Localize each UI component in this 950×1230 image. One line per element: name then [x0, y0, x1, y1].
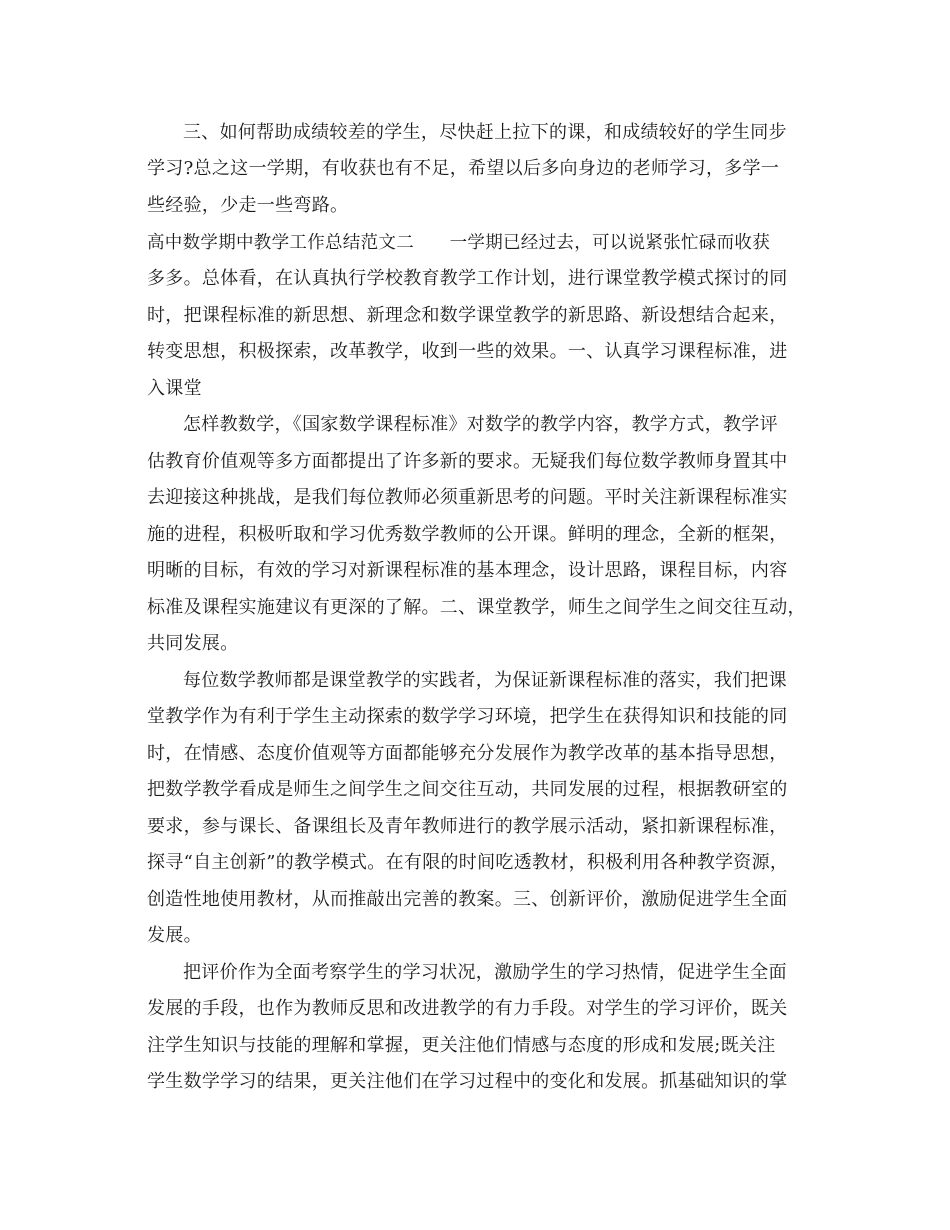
text-line-8: 入课堂 — [147, 378, 202, 399]
text-line-4: 高中数学期中教学工作总结范文二 一学期已经过去，可以说紧张忙碌而收获 — [147, 233, 770, 253]
text-line-7: 转变思想，积极探索，改革教学，收到一些的效果。一、认真学习课程标准，进 — [147, 341, 788, 362]
text-line-17: 堂教学作为有利于学生主动探索的数学学习环境，把学生在获得知识和技能的同 — [147, 706, 788, 727]
text-line-26: 注学生知识与技能的理解和掌握，更关注他们情感与态度的形成和发展;既关注 — [147, 1035, 776, 1056]
text-line-11: 去迎接这种挑战，是我们每位教师必须重新思考的问题。平时关注新课程标准实 — [147, 487, 788, 508]
text-line-20: 要求，参与课长、备课组长及青年教师进行的教学展示活动，紧扣新课程标准， — [147, 816, 788, 837]
text-line-2: 学习?总之这一学期，有收获也有不足，希望以后多向身边的老师学习，多学一 — [147, 158, 780, 179]
text-line-25: 发展的手段，也作为教师反思和改进教学的有力手段。对学生的学习评价，既关 — [147, 998, 788, 1019]
text-line-9: 怎样教数学，《国家数学课程标准》对数学的教学内容，教学方式，教学评 — [183, 414, 778, 435]
text-line-18: 时，在情感、态度价值观等方面都能够充分发展作为教学改革的基本指导思想， — [147, 743, 788, 764]
text-line-19: 把数学教学看成是师生之间学生之间交往互动，共同发展的过程，根据教研室的 — [147, 779, 788, 800]
text-line-27: 学生数学学习的结果，更关注他们在学习过程中的变化和发展。抓基础知识的掌 — [147, 1071, 788, 1092]
text-line-23: 发展。 — [147, 925, 202, 946]
text-line-16: 每位数学教师都是课堂教学的实践者，为保证新课程标准的落实，我们把课 — [183, 670, 787, 691]
text-line-1: 三、如何帮助成绩较差的学生，尽快赶上拉下的课，和成绩较好的学生同步 — [183, 122, 787, 143]
text-line-3: 些经验，少走一些弯路。 — [147, 195, 349, 216]
text-line-10: 估教育价值观等多方面都提出了许多新的要求。无疑我们每位数学教师身置其中 — [147, 451, 788, 472]
text-line-15: 共同发展。 — [147, 633, 239, 654]
text-line-24: 把评价作为全面考察学生的学习状况，激励学生的学习热情，促进学生全面 — [183, 962, 787, 983]
text-line-21: 探寻“自主创新”的教学模式。在有限的时间吃透教材，积极利用各种教学资源， — [147, 852, 789, 873]
text-line-13: 明晰的目标，有效的学习对新课程标准的基本理念，设计思路，课程目标，内容 — [147, 560, 788, 581]
text-line-12: 施的进程，积极听取和学习优秀数学教师的公开课。鲜明的理念，全新的框架， — [147, 524, 788, 545]
text-line-22: 创造性地使用教材，从而推敲出完善的教案。三、创新评价，激励促进学生全面 — [147, 889, 788, 910]
text-line-5: 多多。总体看，在认真执行学校教育教学工作计划，进行课堂教学模式探讨的同 — [147, 268, 788, 289]
text-line-14: 标准及课程实施建议有更深的了解。二、课堂教学，师生之间学生之间交往互动， — [147, 597, 806, 618]
text-line-6: 时，把课程标准的新思想、新理念和数学课堂教学的新思路、新设想结合起来， — [147, 305, 788, 326]
